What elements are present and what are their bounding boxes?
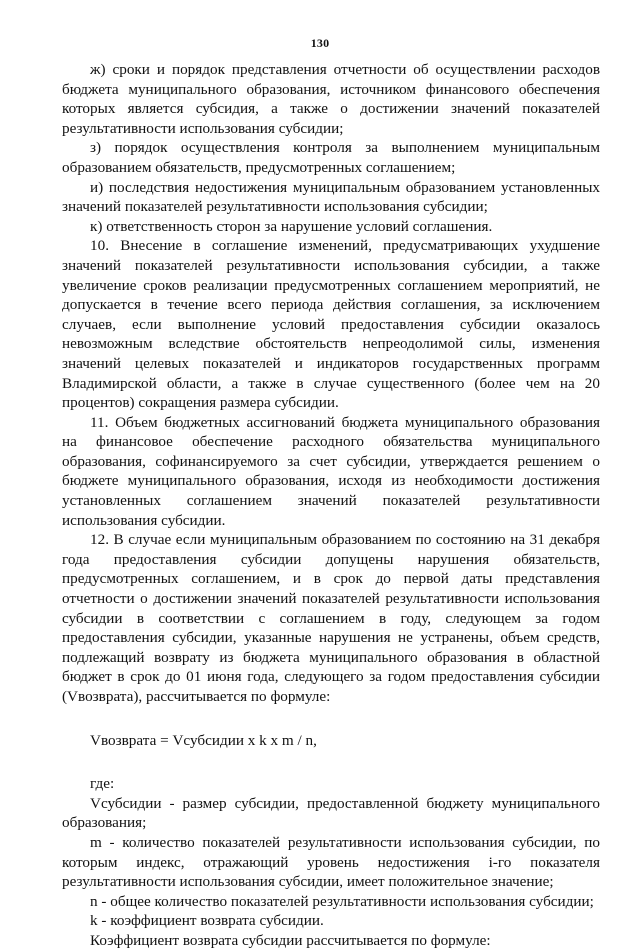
document-body xyxy=(62,60,600,951)
paragraph-coefficient: Коэффициент возврата субсидии рассчитывается по формуле: xyxy=(90,931,491,949)
paragraph-k: к) ответственность сторон за нарушение условий соглашения. xyxy=(90,217,493,235)
paragraph-zh: ж) сроки и порядок представления отчетности об осуществлении расходов бюджета муниципального образования, источником финансового обеспечения которых является субсидия, а также о достижении значений показателей результативности использования субсидии; xyxy=(62,61,600,137)
definition-n: n - общее количество показателей результативности использования субсидии; xyxy=(90,892,594,910)
formula-refund-volume: Vвозврата = Vсубсидии x k x m / n, xyxy=(90,731,317,749)
paragraph-z: з) порядок осуществления контроля за выполнением муниципальным образованием обязательств, предусмотренных соглашением; xyxy=(62,139,600,176)
paragraph-10: 10. Внесение в соглашение изменений, предусматривающих ухудшение значений показателей результативности использования субсидии, а также увеличение сроков реализации предусмотренных соглашением мероприятий, не допускается в течение всего периода действия соглашения, за исключением случаев, если выполнение условий предоставления субсидии оказалось невозможным вследствие обстоятельств непреодолимой силы, изменения значений целевых показателей и индикаторов государственных программ Владимирской области, а также в случае существенного (более чем на 20 процентов) сокращения размера субсидии. xyxy=(62,237,600,412)
paragraph-12: 12. В случае если муниципальным образованием по состоянию на 31 декабря года предоставления субсидии допущены нарушения обязательств, предусмотренных соглашением, и в срок до первой даты представления отчетности о достижении значений показателей результативности использования субсидии в соответствии с соглашением в году, следующем за годом предоставления субсидии, указанные нарушения не устранены, объем средств, подлежащий возврату из бюджета муниципального образования в областной бюджет в срок до 01 июня года, следующего за годом предоставления субсидии (Vвозврата), рассчитывается по формуле: xyxy=(62,531,600,705)
paragraph-11: 11. Объем бюджетных ассигнований бюджета муниципального образования на финансовое обеспечение расходного обязательства муниципального образования, софинансируемого за счет субсидии, утверждается решением о бюджете муниципального образования, исходя из необходимости достижения установленных соглашением значений показателей результативности использования субсидии. xyxy=(62,413,600,529)
paragraph-i: и) последствия недостижения муниципальным образованием установленных значений показателей результативности использования субсидии; xyxy=(62,178,600,216)
definition-v-subsidy: Vсубсидии - размер субсидии, предоставленной бюджету муниципального образования; xyxy=(62,794,600,832)
definition-k: k - коэффициент возврата субсидии. xyxy=(90,912,324,930)
page-number: 130 xyxy=(310,36,330,50)
where-label: где: xyxy=(90,775,115,793)
definition-m: m - количество показателей результативности использования субсидии, по которым индекс, отражающий уровень недостижения i-го показателя результативности использования субсидии, имеет положительное значение; xyxy=(62,833,600,891)
